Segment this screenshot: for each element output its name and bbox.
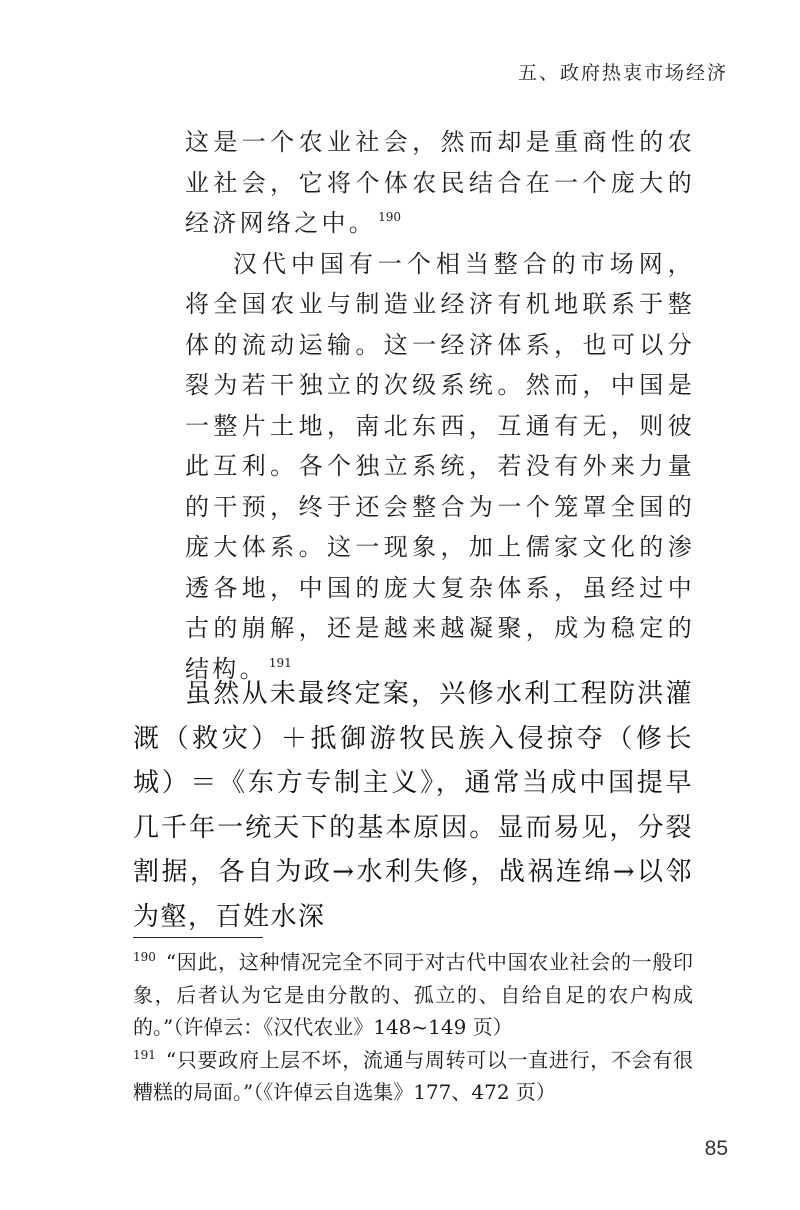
footnotes: [133, 946, 693, 1109]
running-head: 五、政府热衷市场经济: [517, 62, 728, 84]
quote-paragraph-2-text: 汉代中国有一个相当整合的市场网，将全国农业与制造业经济有机地联系于整体的流动运输。这一经济体系，也可以分裂为若干独立的次级系统。然而，中国是一整片土地，南北东西，互通有无，则彼此互利。各个独立系统，若没有外来力量的干预，终于还会整合为一个笼罩全国的庞大体系。这一现象，加上儒家文化的渗透各地，中国的庞大复杂体系，虽经过中古的崩解，还是越来越凝聚，成为稳定的结构。: [185, 249, 695, 683]
quote-paragraph-1: [185, 122, 695, 244]
footnote-text: “只要政府上层不坏，流通与周转可以一直进行，不会有很糟糕的局面。”（《许倬云自选集》177、472 页）: [133, 1047, 693, 1104]
body-paragraph: 虽然从未最终定案，兴修水利工程防洪灌溉（救灾）＋抵御游牧民族入侵掠夺（修长城）＝《东方专制主义》，通常当成中国提早几千年一统天下的基本原因。显而易见，分裂割据，各自为政→水利失修，战祸连绵→以邻为壑，百姓水深: [133, 679, 693, 932]
footnote-number: 190: [133, 950, 156, 964]
quote-paragraph-1-text: 这是一个农业社会，然而却是重商性的农业社会，它将个体农民结合在一个庞大的经济网络之中。: [185, 128, 695, 237]
quote-paragraph-2: [185, 244, 695, 690]
footnote-190: [133, 946, 693, 1044]
footnote-ref-190: 190: [378, 210, 402, 224]
footnote-ref-191: 191: [268, 655, 292, 670]
footnote-number: 191: [133, 1047, 156, 1062]
page-number: 85: [704, 1137, 728, 1160]
footnote-191: [133, 1044, 693, 1109]
body-text: [133, 672, 693, 939]
footnote-divider: [133, 937, 263, 938]
block-quote: [185, 122, 695, 689]
footnote-text: “因此，这种情况完全不同于对古代中国农业社会的一般印象，后者认为它是由分散的、孤立的、自给自足的农户构成的。”（许倬云：《汉代农业》148~149 页）: [133, 950, 693, 1039]
